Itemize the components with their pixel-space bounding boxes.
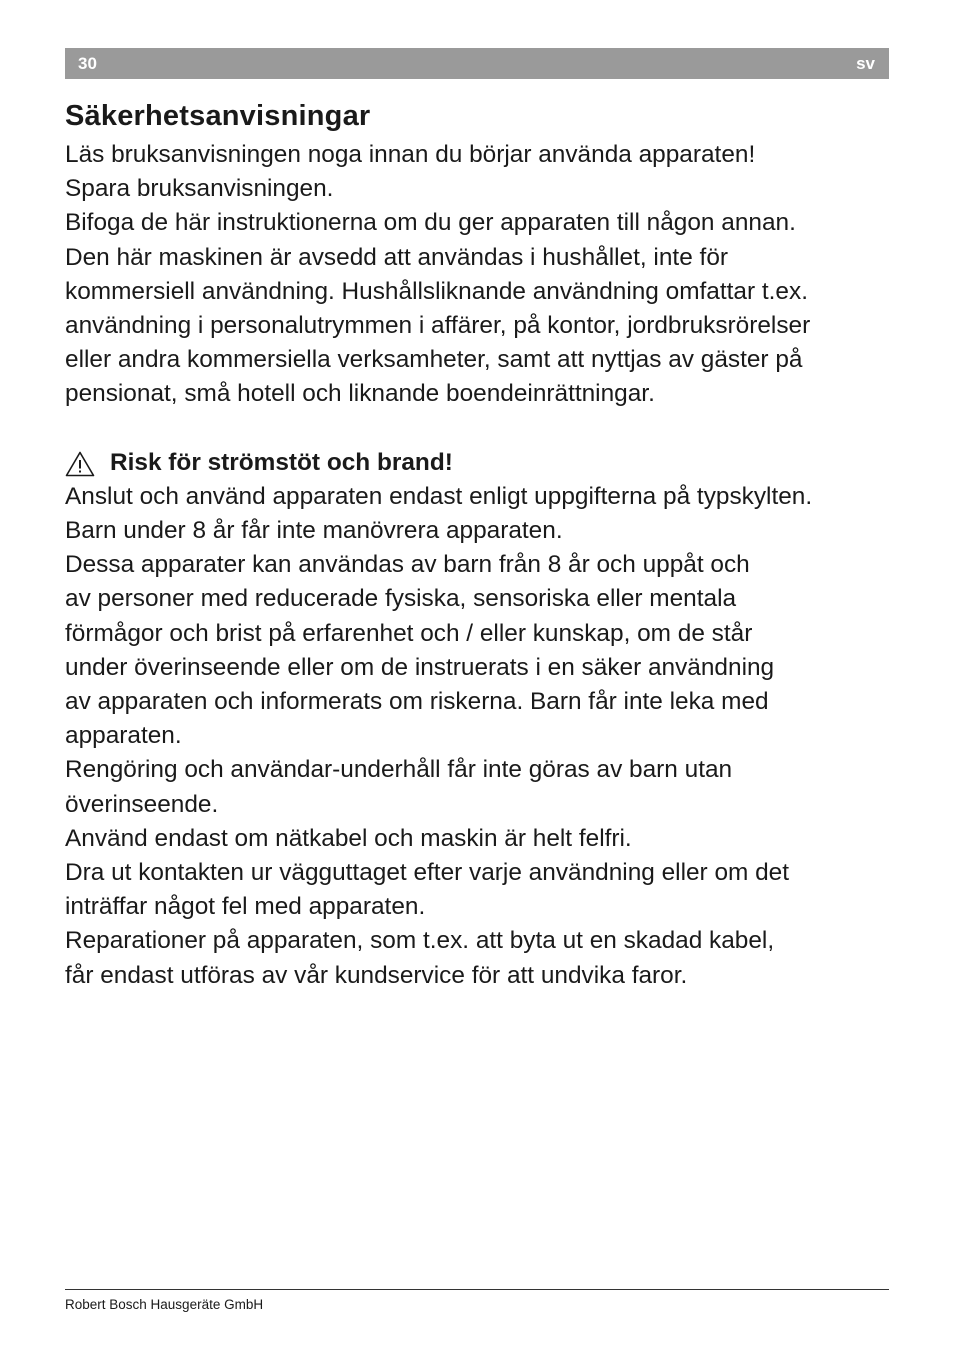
page-number: 30	[78, 53, 97, 73]
intro-line: Den här maskinen är avsedd att användas i hushållet, inte för	[65, 243, 729, 271]
warning-line: inträffar något fel med apparaten.	[65, 893, 426, 921]
section-title: Säkerhetsanvisningar	[65, 100, 371, 132]
warning-line: får endast utföras av vår kundservice för att undvika faror.	[65, 961, 688, 989]
warning-line: Barn under 8 år får inte manövrera apparaten.	[65, 517, 563, 545]
intro-line: Spara bruksanvisningen.	[65, 175, 334, 203]
intro-paragraph	[65, 138, 905, 412]
page-header-bar	[65, 48, 889, 79]
intro-line: pensionat, små hotell och liknande boendeinrättningar.	[65, 380, 655, 408]
intro-line: Bifoga de här instruktionerna om du ger apparaten till någon annan.	[65, 209, 796, 237]
warning-line: Dra ut kontakten ur vägguttaget efter varje användning eller om det	[65, 859, 790, 887]
warning-line: Anslut och använd apparaten endast enligt uppgifterna på typskylten.	[65, 482, 813, 510]
intro-line: kommersiell användning. Hushållsliknande användning omfattar t.ex.	[65, 277, 808, 305]
footer-company: Robert Bosch Hausgeräte GmbH	[65, 1297, 264, 1312]
page-content	[65, 98, 905, 993]
warning-line: Dessa apparater kan användas av barn från 8 år och uppåt och	[65, 551, 750, 579]
warning-line: överinseende.	[65, 790, 219, 818]
intro-line: användning i personalutrymmen i affärer, på kontor, jordbruksrörelser	[65, 312, 811, 340]
warning-line: förmågor och brist på erfarenhet och / eller kunskap, om de står	[65, 619, 753, 647]
language-code: sv	[856, 53, 875, 73]
footer-divider	[65, 1289, 889, 1290]
section-spacer	[65, 412, 905, 446]
intro-line: eller andra kommersiella verksamheter, samt att nyttjas av gäster på	[65, 346, 803, 374]
warning-line: under överinseende eller om de instruerats i en säker användning	[65, 653, 775, 681]
warning-line: Använd endast om nätkabel och maskin är helt felfri.	[65, 824, 632, 852]
warning-heading-row	[65, 446, 905, 480]
warning-line: apparaten.	[65, 722, 182, 750]
warning-triangle-icon	[65, 451, 95, 477]
warning-line: av apparaten och informerats om riskerna. Barn får inte leka med	[65, 688, 769, 716]
warning-heading: Risk för strömstöt och brand!	[110, 448, 453, 476]
warning-line: av personer med reducerade fysiska, sensoriska eller mentala	[65, 585, 737, 613]
warning-line: Rengöring och användar-underhåll får inte göras av barn utan	[65, 756, 733, 784]
warning-line: Reparationer på apparaten, som t.ex. att byta ut en skadad kabel,	[65, 927, 775, 955]
intro-line: Läs bruksanvisningen noga innan du börjar använda apparaten!	[65, 141, 756, 168]
warning-paragraph	[65, 480, 905, 993]
